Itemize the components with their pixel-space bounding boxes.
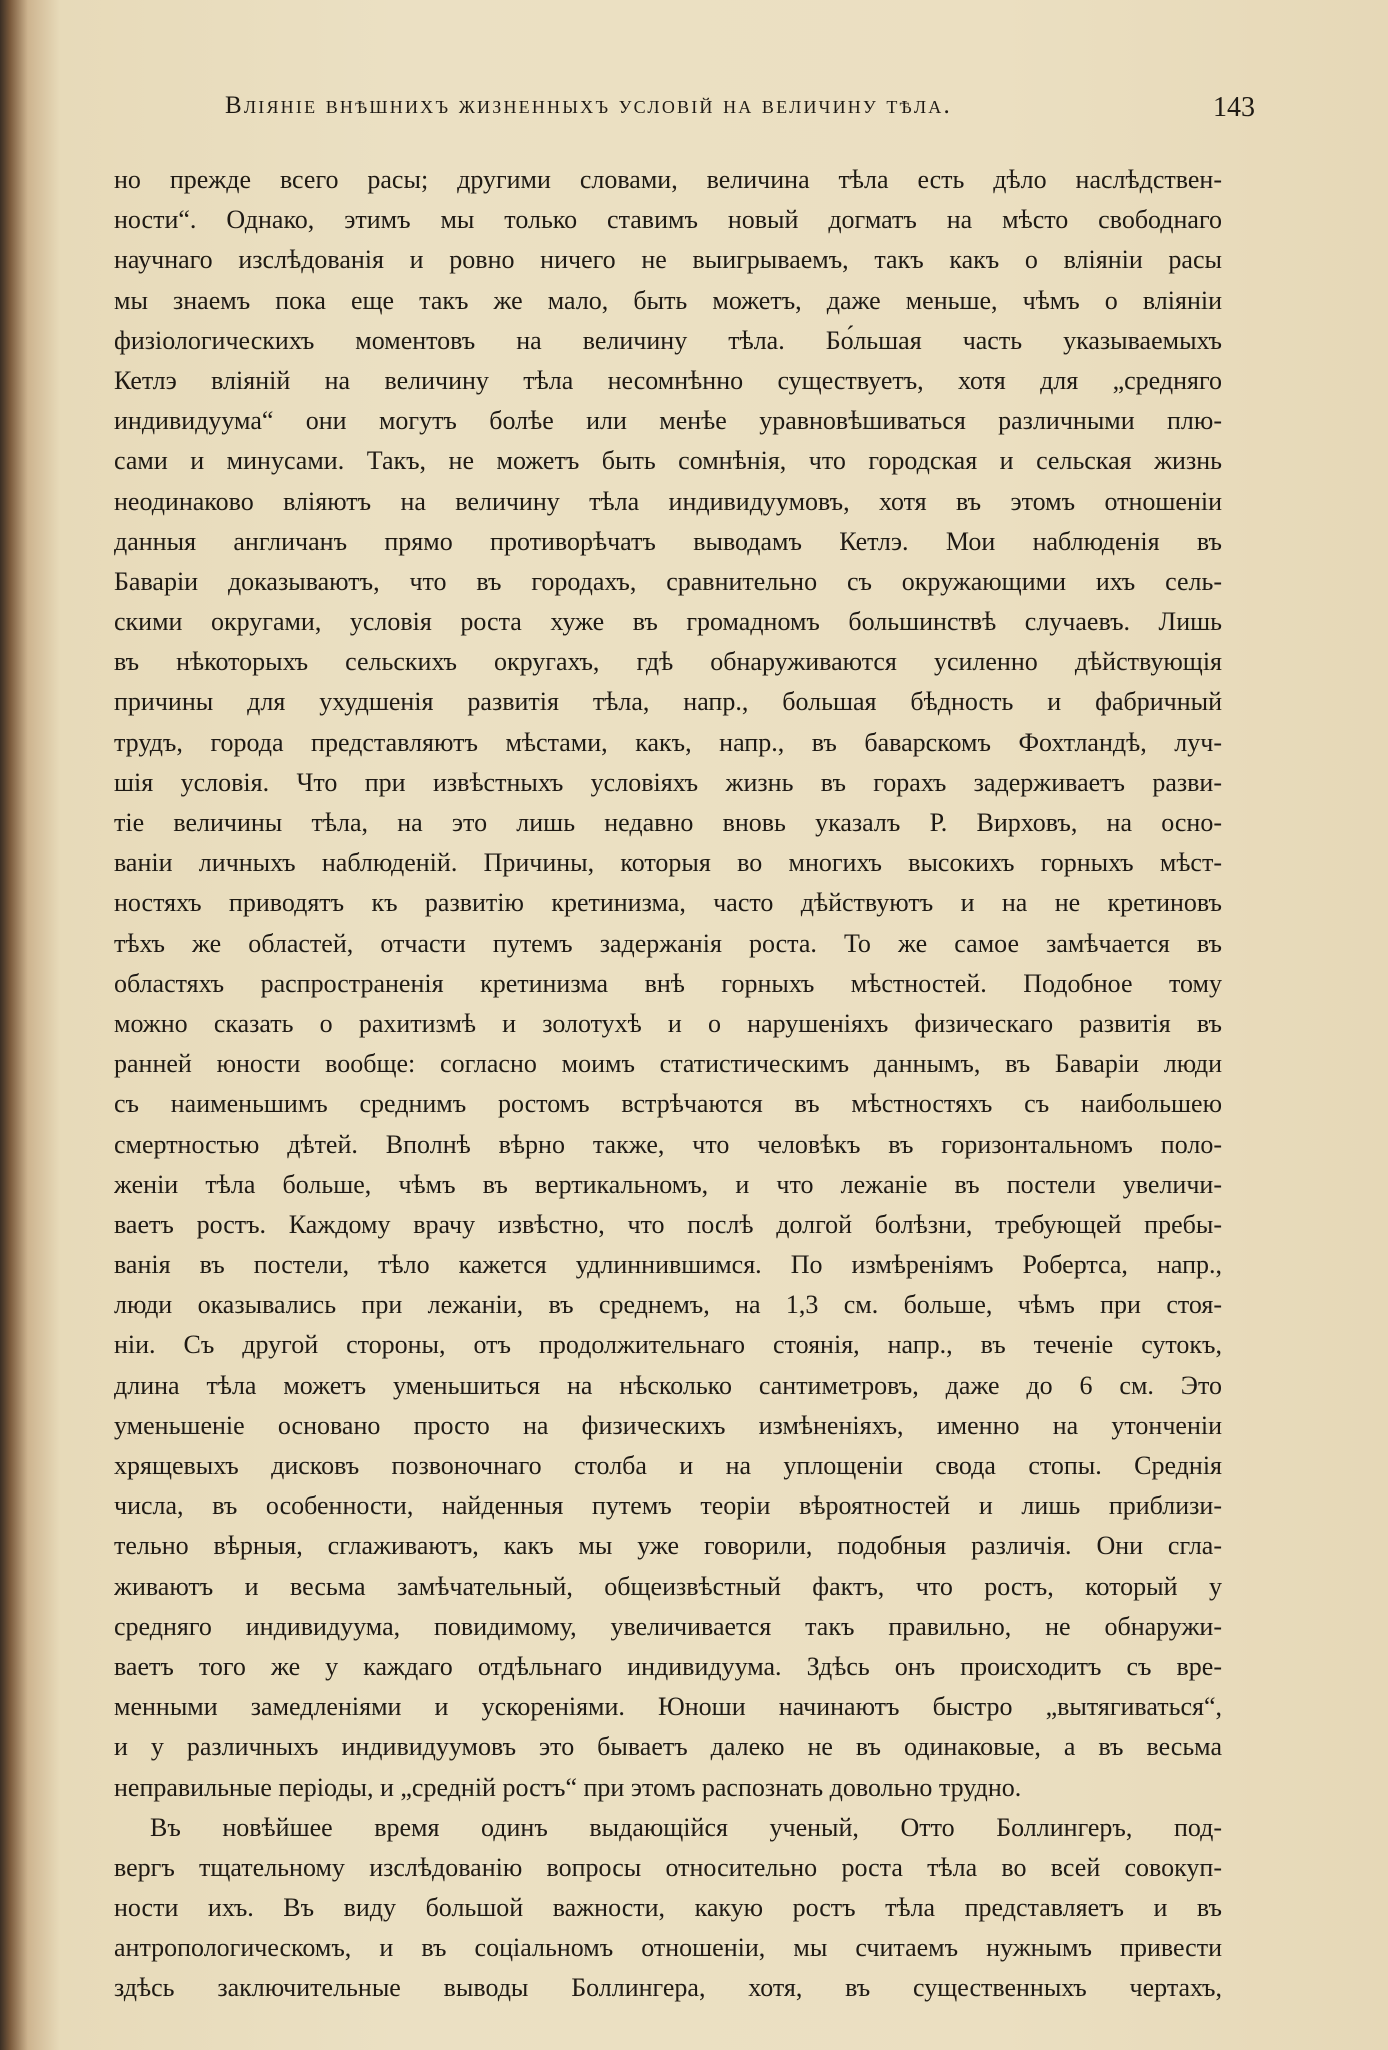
text-line: мы знаемъ пока еще такъ же мало, быть можетъ, даже меньше, чѣмъ о вліяніи (114, 285, 1222, 315)
text-line: ніи. Съ другой стороны, отъ продолжительнаго стоянія, напр., въ теченіе сутокъ, (114, 1330, 1222, 1360)
text-line: уменьшеніе основано просто на физическихъ измѣненіяхъ, именно на утонченіи (114, 1410, 1222, 1440)
text-line: но прежде всего расы; другими словами, величина тѣла есть дѣло наслѣдствен- (114, 165, 1222, 194)
running-title: Вліяніе внѣшнихъ жизненныхъ условій на величину тѣла. (225, 92, 952, 119)
text-line: Въ новѣйшее время одинъ выдающійся ученый, Отто Боллингеръ, под- (150, 1812, 1222, 1842)
text-line: смертностью дѣтей. Вполнѣ вѣрно также, что человѣкъ въ горизонтальномъ поло- (114, 1129, 1222, 1159)
text-line: ваніи личныхъ наблюденій. Причины, которыя во многихъ высокихъ горныхъ мѣст- (114, 848, 1222, 878)
text-line: Кетлэ вліяній на величину тѣла несомнѣнно существуетъ, хотя для „средняго (114, 365, 1222, 395)
text-line: тельно вѣрныя, сглаживаютъ, какъ мы уже говорили, подобныя различія. Они сгла- (114, 1531, 1222, 1561)
text-line: ванія въ постели, тѣло кажется удлиннившимся. По измѣреніямъ Робертса, напр., (114, 1250, 1222, 1280)
text-line: сами и минусами. Такъ, не можетъ быть сомнѣнія, что городская и сельская жизнь (114, 446, 1222, 476)
text-line: и у различныхъ индивидуумовъ это бываетъ далеко не въ одинаковые, а въ весьма (114, 1732, 1222, 1762)
text-line: тѣхъ же областей, отчасти путемъ задержанія роста. То же самое замѣчается въ (114, 928, 1222, 958)
text-line: научнаго изслѣдованія и ровно ничего не выигрываемъ, такъ какъ о вліяніи расы (114, 245, 1222, 275)
text-line: живаютъ и весьма замѣчательный, общеизвѣстный фактъ, что ростъ, который у (114, 1571, 1222, 1601)
text-line: здѣсь заключительные выводы Боллингера, хотя, въ существенныхъ чертахъ, (114, 1973, 1222, 2003)
text-line: неодинаково вліяютъ на величину тѣла индивидуумовъ, хотя въ этомъ отношеніи (114, 486, 1222, 516)
text-line: ваетъ ростъ. Каждому врачу извѣстно, что послѣ долгой болѣзни, требующей пребы- (114, 1209, 1222, 1239)
text-line: въ нѣкоторыхъ сельскихъ округахъ, гдѣ обнаруживаются усиленно дѣйствующія (114, 647, 1222, 677)
text-line: неправильные періоды, и „средній ростъ“ при этомъ распознать довольно трудно. (114, 1772, 1022, 1802)
text-line: съ наименьшимъ среднимъ ростомъ встрѣчаются въ мѣстностяхъ съ наибольшею (114, 1089, 1222, 1119)
text-line: хрящевыхъ дисковъ позвоночнаго столба и на уплощеніи свода стопы. Среднія (114, 1451, 1222, 1480)
text-line: скими округами, условія роста хуже въ громадномъ большинствѣ случаевъ. Лишь (114, 607, 1222, 637)
text-line: областяхъ распространенія кретинизма внѣ горныхъ мѣстностей. Подобное тому (114, 968, 1222, 998)
text-line: ности ихъ. Въ виду большой важности, какую ростъ тѣла представляетъ и въ (114, 1893, 1222, 1923)
text-line: данныя англичанъ прямо противорѣчатъ выводамъ Кетлэ. Мои наблюденія въ (114, 526, 1222, 556)
text-line: ранней юности вообще: согласно моимъ статистическимъ даннымъ, въ Баваріи люди (114, 1049, 1222, 1079)
text-line: Баваріи доказываютъ, что въ городахъ, сравнительно съ окружающими ихъ сель- (114, 566, 1222, 596)
text-line: трудъ, города представляютъ мѣстами, какъ, напр., въ баварскомъ Фохтландѣ, луч- (114, 727, 1222, 757)
body-text (114, 160, 1222, 2009)
text-line: длина тѣла можетъ уменьшиться на нѣсколько сантиметровъ, даже до 6 см. Это (114, 1370, 1222, 1400)
page-header (225, 92, 1255, 136)
text-line: люди оказывались при лежаніи, въ среднемъ, на 1,3 см. больше, чѣмъ при стоя- (114, 1290, 1222, 1320)
text-line: можно сказать о рахитизмѣ и золотухѣ и о нарушеніяхъ физическаго развитія въ (114, 1008, 1222, 1038)
text-line: женіи тѣла больше, чѣмъ въ вертикальномъ, и что лежаніе въ постели увеличи- (114, 1169, 1222, 1199)
text-line: физіологическихъ моментовъ на величину тѣла. Бо́льшая часть указываемыхъ (114, 325, 1222, 355)
text-line: вергъ тщательному изслѣдованію вопросы относительно роста тѣла во всей совокуп- (114, 1852, 1222, 1882)
text-line: причины для ухудшенія развитія тѣла, напр., большая бѣдность и фабричный (114, 687, 1222, 717)
text-line: ностяхъ приводятъ къ развитію кретинизма, часто дѣйствуютъ и на не кретиновъ (114, 888, 1222, 918)
text-line: индивидуума“ они могутъ болѣе или менѣе уравновѣшиваться различными плю- (114, 406, 1222, 436)
text-line: антропологическомъ, и въ соціальномъ отношеніи, мы считаемъ нужнымъ привести (114, 1933, 1222, 1963)
text-line: тіе величины тѣла, на это лишь недавно вновь указалъ Р. Вирховъ, на осно- (114, 808, 1222, 837)
text-line: средняго индивидуума, повидимому, увеличивается такъ правильно, не обнаружи- (114, 1611, 1222, 1641)
text-line: числа, въ особенности, найденныя путемъ теоріи вѣроятностей и лишь приблизи- (114, 1491, 1222, 1521)
text-line: шія условія. Что при извѣстныхъ условіяхъ жизнь въ горахъ задерживаетъ разви- (114, 767, 1222, 797)
text-line: ваетъ того же у каждаго отдѣльнаго индивидуума. Здѣсь онъ происходитъ съ вре- (114, 1651, 1222, 1681)
page-number: 143 (1213, 92, 1255, 123)
text-line: менными замедленіями и ускореніями. Юноши начинаютъ быстро „вытягиваться“, (114, 1692, 1222, 1722)
text-line: ности“. Однако, этимъ мы только ставимъ новый догматъ на мѣсто свободнаго (114, 205, 1222, 235)
